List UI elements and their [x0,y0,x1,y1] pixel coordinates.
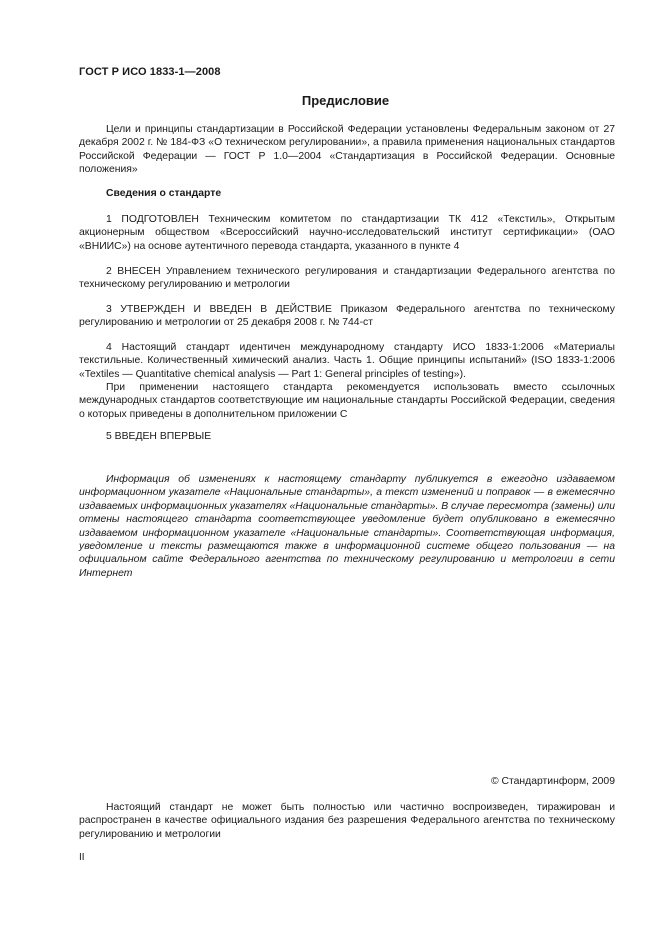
intro-paragraph: Цели и принципы стандартизации в Российской Федерации установлены Федеральным законом от 27 декабря 2002 г. № 184-ФЗ «О техническом регулировании», а правила применения национальных стандартов Российской Федерации — ГОСТ Р 1.0—2004 «Стандартизация в Российской Федерации. Основные положения» [79,124,615,176]
item-4-note: При применении настоящего стандарта рекомендуется использовать вместо ссылочных международных стандартов соответствующие им национальные стандарты Российской Федерации, сведения о которых приведены в дополнительном приложении С [79,382,615,420]
document-code: ГОСТ Р ИСО 1833-1—2008 [79,66,221,78]
item-1: 1 ПОДГОТОВЛЕН Техническим комитетом по стандартизации ТК 412 «Текстиль», Открытым акционерным обществом «Всероссийский научно-исследовательский институт сертификации» (ОАО «ВНИИС») на основе аутентичного перевода стандарта, указанного в пункте 4 [79,214,615,252]
item-5: 5 ВВЕДЕН ВПЕРВЫЕ [106,431,212,442]
item-2: 2 ВНЕСЕН Управлением технического регулирования и стандартизации Федерального агентства по техническому регулированию и метрологии [79,266,615,291]
notice-block: Информация об изменениях к настоящему стандарту публикуется в ежегодно издаваемом информационном указателе «Национальные стандарты», а текст изменений и поправок — в ежемесячно издаваемых информационных указателях «Национальные стандарты». В случае пересмотра (замены) или отмены настоящего стандарта соответствующее уведомление будет опубликовано в ежемесячно издаваемом информационном указателе «Национальные стандарты». Соответствующая информация, уведомление и тексты размещаются также в информационной системе общего пользования — на официальном сайте Федерального агентства по техническому регулированию и метрологии в сети Интернет [79,474,615,579]
section-heading: Сведения о стандарте [106,188,222,199]
page-title: Предисловие [301,93,390,108]
footer-note: Настоящий стандарт не может быть полностью или частично воспроизведен, тиражирован и распространен в качестве официального издания без разрешения Федерального агентства по техническому регулированию и метрологии [79,802,615,840]
copyright: © Стандартинформ, 2009 [490,776,615,787]
item-4: 4 Настоящий стандарт идентичен международному стандарту ИСО 1833-1:2006 «Материалы текстильные. Количественный химический анализ. Часть 1. Общие принципы испытаний» (ISO 1833-1:2006 «Textiles — Quantitative chemical analysis — Part 1: General principles of testing»). [79,342,615,380]
item-3: 3 УТВЕРЖДЕН И ВВЕДЕН В ДЕЙСТВИЕ Приказом Федерального агентства по техническому регулированию и метрологии от 25 декабря 2008 г. № 744-ст [79,304,615,329]
page-number: II [79,852,85,863]
